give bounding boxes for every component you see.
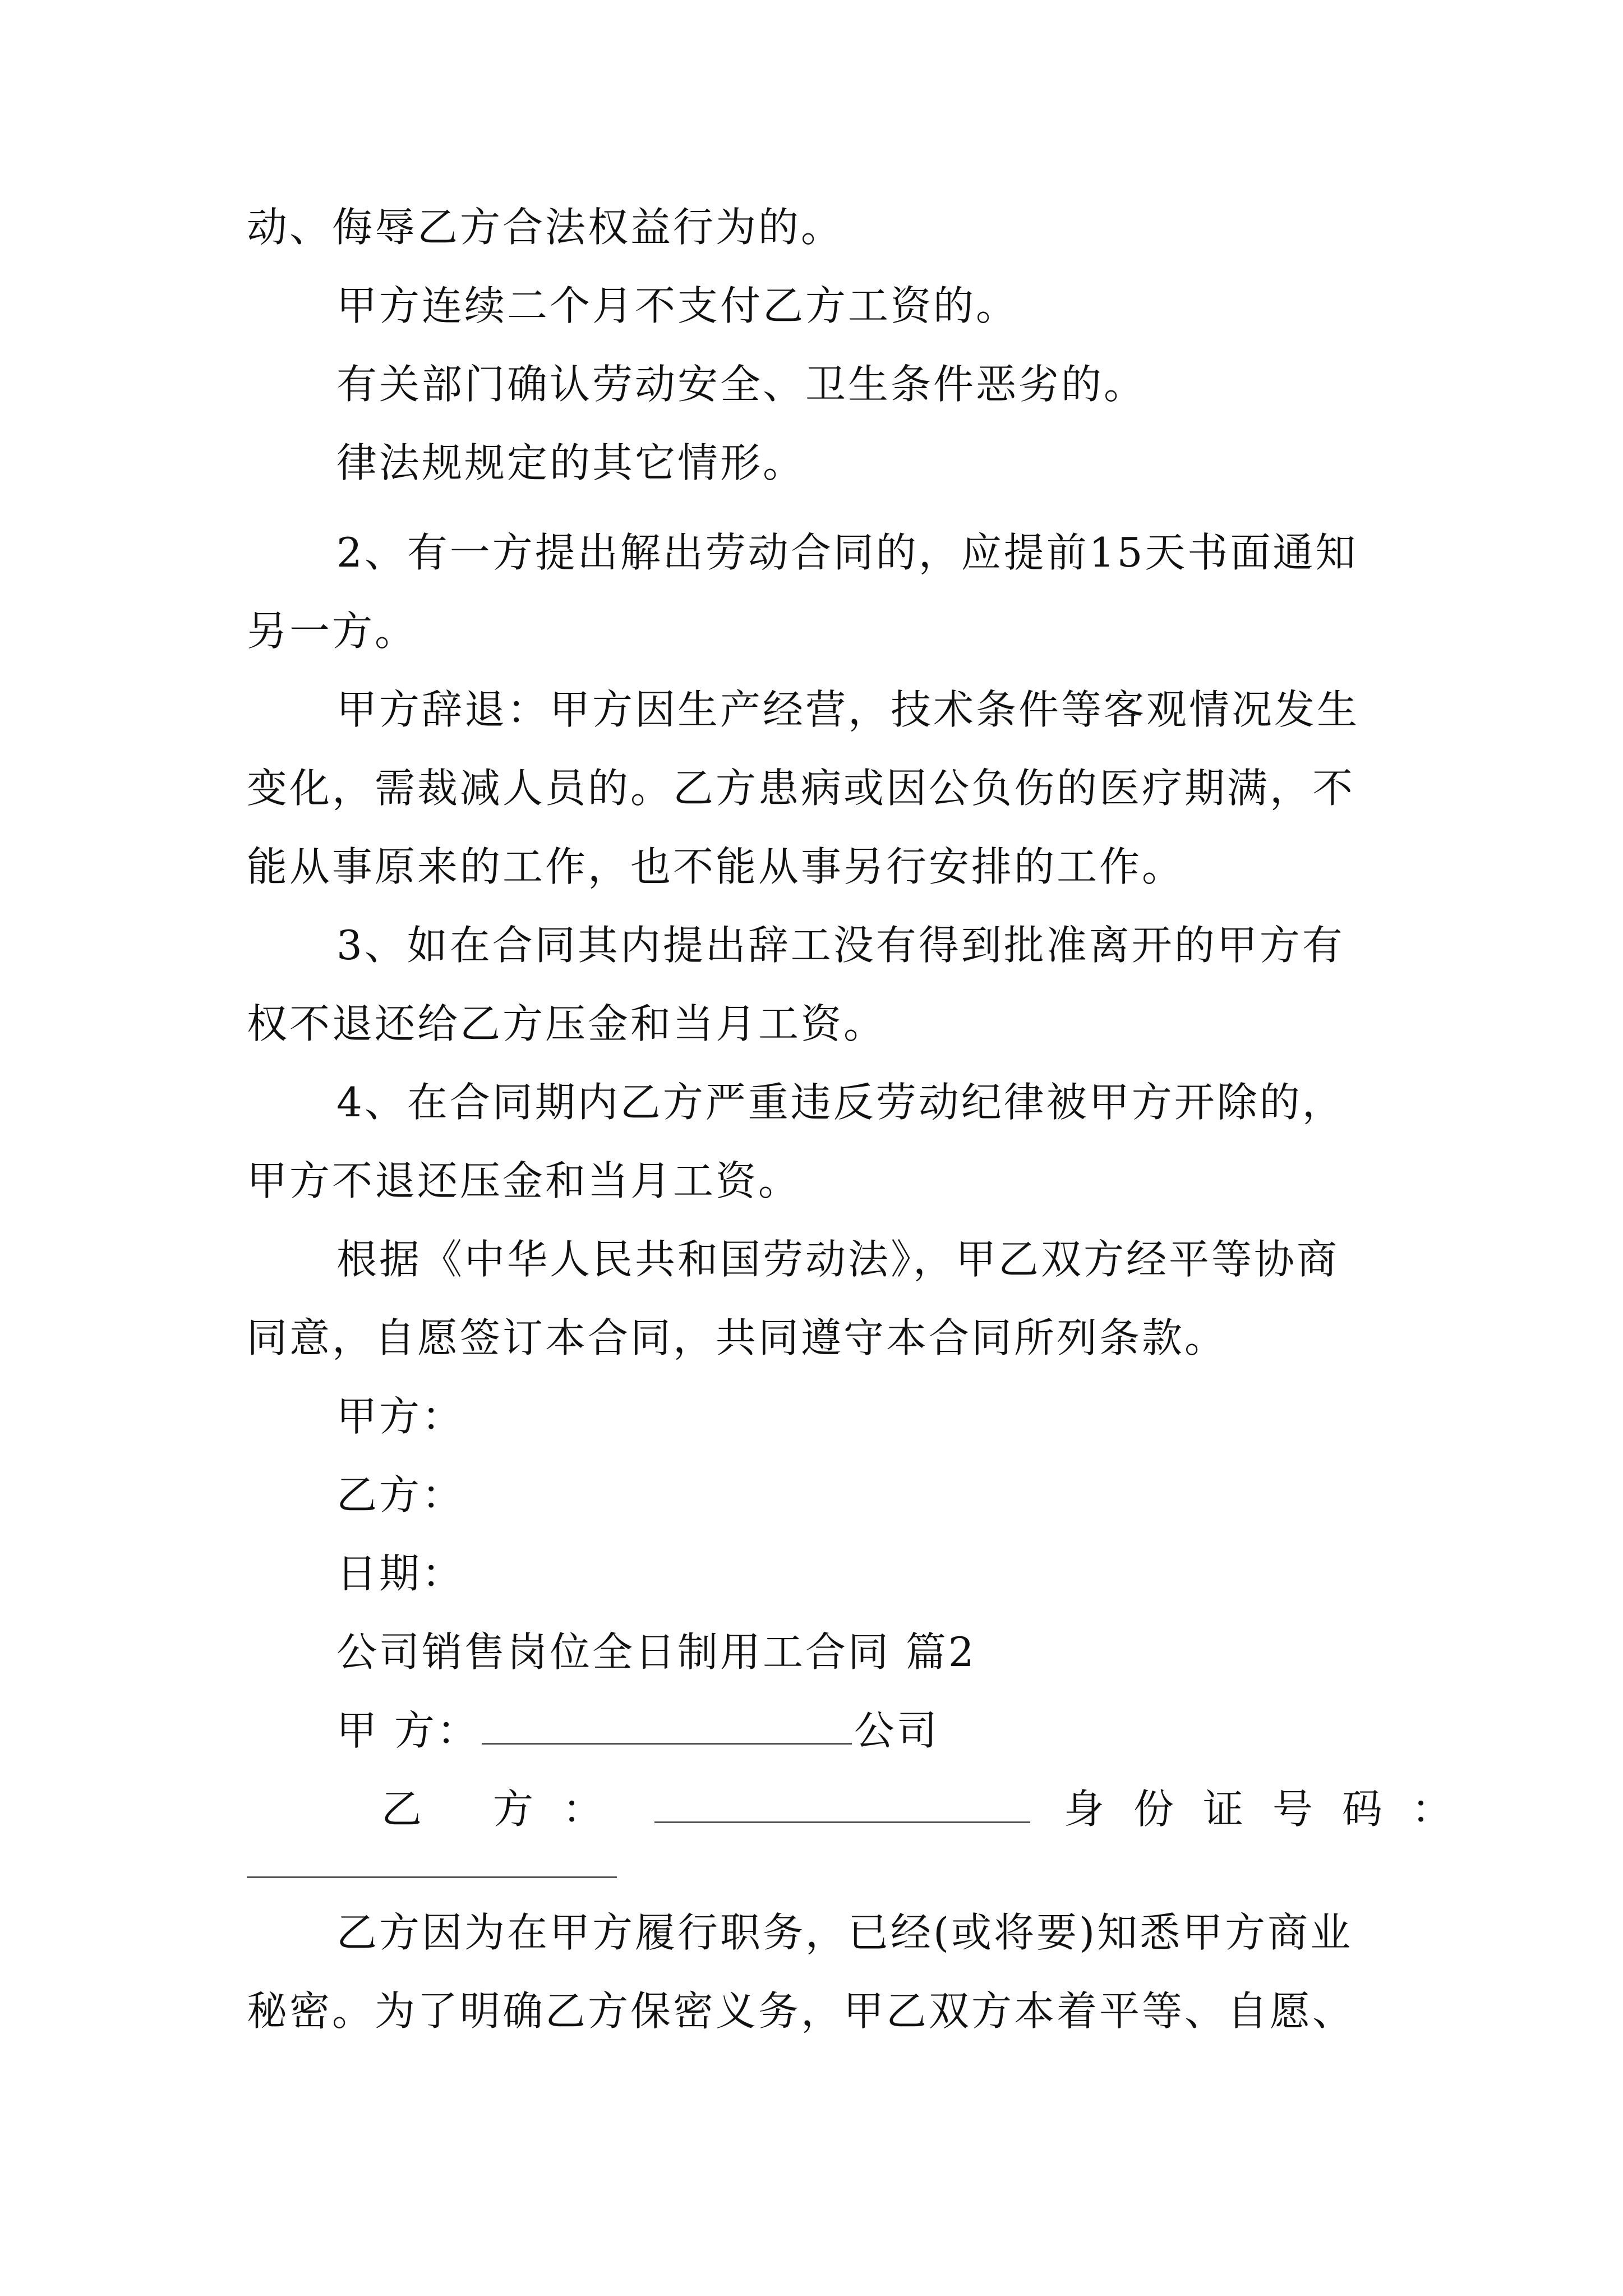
paragraph-line: 4、在合同期内乙方严重违反劳动纪律被甲方开除的， [336,1079,1345,1126]
paragraph-line: 根据《中华人民共和国劳动法》，甲乙双方经平等协商 [336,1236,1340,1283]
paragraph-line: 动、侮辱乙方合法权益行为的。 [247,204,844,251]
paragraph-line: 2、有一方提出解出劳动合同的，应提前15天书面通知 [336,529,1358,576]
party-b-signature-label: 乙方： [336,1471,465,1519]
paragraph-line: 秘密。为了明确乙方保密义务，甲乙双方本着平等、自愿、 [247,1987,1355,2035]
party-b-label: 乙 方： [381,1786,632,1833]
paragraph-line: 3、如在合同其内提出辞工没有得到批准离开的甲方有 [336,922,1345,969]
paragraph-line: 甲方辞退：甲方因生产经营，技术条件等客观情况发生 [336,686,1360,733]
party-a-signature-label: 甲方： [336,1393,465,1440]
paragraph-line: 乙方因为在甲方履行职务，已经(或将要)知悉甲方商业 [336,1909,1353,1956]
party-a-suffix: 公司 [854,1707,939,1754]
paragraph-line: 能从事原来的工作，也不能从事另行安排的工作。 [247,843,1185,890]
date-label: 日期： [336,1550,465,1597]
paragraph-line: 权不退还给乙方压金和当月工资。 [247,1000,887,1047]
party-a-label: 甲 方： [336,1707,479,1754]
paragraph-line: 另一方。 [247,608,418,655]
paragraph-line: 甲方连续二个月不支付乙方工资的。 [336,282,1019,329]
paragraph-line: 有关部门确认劳动安全、卫生条件恶劣的。 [336,361,1147,408]
party-a-blank [482,1704,852,1745]
id-number-blank [247,1876,617,1878]
id-number-label: 身份证号码： [1063,1786,1481,1833]
party-b-line [381,1781,1481,1837]
section-title: 公司销售岗位全日制用工合同 篇2 [336,1628,976,1676]
party-a-line [336,1703,939,1759]
paragraph-line: 变化，需裁减人员的。乙方患病或因公负伤的医疗期满，不 [247,765,1355,812]
party-b-blank [654,1782,1030,1823]
paragraph-line: 同意，自愿签订本合同，共同遵守本合同所列条款。 [247,1314,1228,1361]
paragraph-line: 律法规规定的其它情形。 [336,439,806,486]
paragraph-line: 甲方不退还压金和当月工资。 [247,1157,801,1204]
